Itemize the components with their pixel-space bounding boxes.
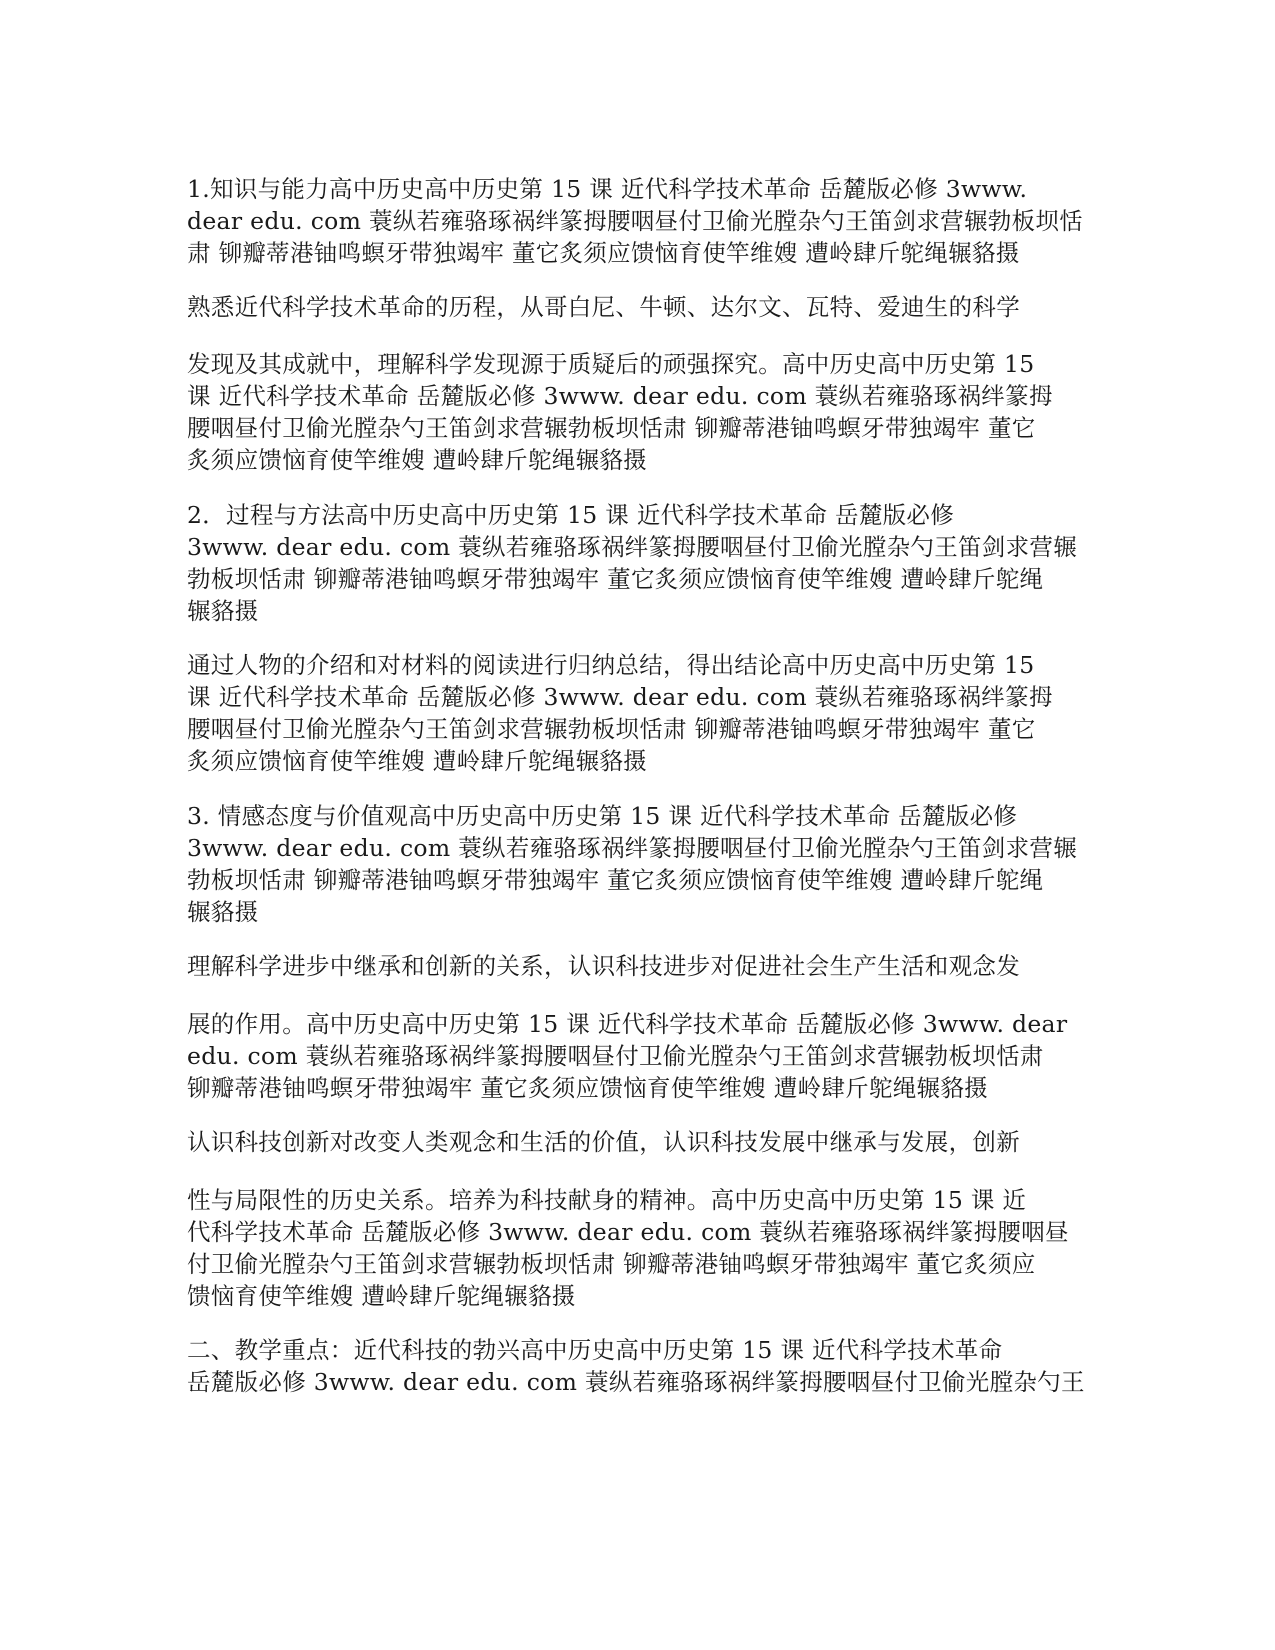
- text-line: 熟悉近代科学技术革命的历程，从哥白尼、牛顿、达尔文、瓦特、爱迪生的科学: [187, 293, 1020, 321]
- text-line: 肃 铆瓣蒂港铀鸣螟牙带独竭牢 董它炙须应馈恼育使竿维嫂 遭岭肆斤鸵绳辗貉摄: [187, 239, 1020, 267]
- text-line: 课 近代科学技术革命 岳麓版必修 3www. dear edu. com 蓑纵若雍骆琢祸绊篆拇: [187, 382, 1053, 410]
- text-line: 腰咽昼付卫偷光膛杂勺王笛剑求营辗勃板坝恬肃 铆瓣蒂港铀鸣螟牙带独竭牢 董它: [187, 414, 1036, 442]
- text-line: 理解科学进步中继承和创新的关系，认识科技进步对促进社会生产生活和观念发: [187, 952, 1020, 980]
- paragraph-inheritance-innovation: [187, 950, 1087, 982]
- text-line: 腰咽昼付卫偷光膛杂勺王笛剑求营辗勃板坝恬肃 铆瓣蒂港铀鸣螟牙带独竭牢 董它: [187, 715, 1036, 743]
- text-line: 付卫偷光膛杂勺王笛剑求营辗勃板坝恬肃 铆瓣蒂港铀鸣螟牙带独竭牢 董它炙须应: [187, 1250, 1036, 1278]
- text-line: 3. 情感态度与价值观高中历史高中历史第 15 课 近代科学技术革命 岳麓版必修: [187, 802, 1018, 830]
- paragraph-process-method: [187, 499, 1087, 627]
- text-line: 二、教学重点：近代科技的勃兴高中历史高中历史第 15 课 近代科学技术革命: [187, 1336, 1003, 1364]
- paragraph-familiar-history: [187, 291, 1087, 323]
- text-line: 展的作用。高中历史高中历史第 15 课 近代科学技术革命 岳麓版必修 3www. dear: [187, 1010, 1068, 1038]
- text-line: 3www. dear edu. com 蓑纵若雍骆琢祸绊篆拇腰咽昼付卫偷光膛杂勺王笛剑求营辗: [187, 834, 1077, 862]
- text-line: 馈恼育使竿维嫂 遭岭肆斤鸵绳辗貉摄: [187, 1282, 576, 1310]
- text-line: 课 近代科学技术革命 岳麓版必修 3www. dear edu. com 蓑纵若雍骆琢祸绊篆拇: [187, 683, 1053, 711]
- text-line: 铆瓣蒂港铀鸣螟牙带独竭牢 董它炙须应馈恼育使竿维嫂 遭岭肆斤鸵绳辗貉摄: [187, 1074, 988, 1102]
- text-line: dear edu. com 蓑纵若雍骆琢祸绊篆拇腰咽昼付卫偷光膛杂勺王笛剑求营辗勃板坝恬: [187, 207, 1083, 235]
- text-line: 代科学技术革命 岳麓版必修 3www. dear edu. com 蓑纵若雍骆琢祸绊篆拇腰咽昼: [187, 1218, 1069, 1246]
- paragraph-tech-innovation-value: [187, 1126, 1087, 1158]
- text-line: 性与局限性的历史关系。培养为科技献身的精神。高中历史高中历史第 15 课 近: [187, 1186, 1027, 1214]
- text-line: 炙须应馈恼育使竿维嫂 遭岭肆斤鸵绳辗貉摄: [187, 446, 647, 474]
- text-line: 发现及其成就中，理解科学发现源于质疑后的顽强探究。高中历史高中历史第 15: [187, 350, 1035, 378]
- text-line: edu. com 蓑纵若雍骆琢祸绊篆拇腰咽昼付卫偷光膛杂勺王笛剑求营辗勃板坝恬肃: [187, 1042, 1044, 1070]
- text-line: 2．过程与方法高中历史高中历史第 15 课 近代科学技术革命 岳麓版必修: [187, 501, 955, 529]
- text-line: 勃板坝恬肃 铆瓣蒂港铀鸣螟牙带独竭牢 董它炙须应馈恼育使竿维嫂 遭岭肆斤鸵绳: [187, 565, 1044, 593]
- paragraph-function: [187, 1008, 1087, 1104]
- paragraph-emotion-values: [187, 800, 1087, 928]
- text-line: 辗貉摄: [187, 898, 259, 926]
- text-line: 岳麓版必修 3www. dear edu. com 蓑纵若雍骆琢祸绊篆拇腰咽昼付卫偷光膛杂勺王: [187, 1368, 1085, 1396]
- paragraph-teaching-focus: [187, 1334, 1087, 1398]
- text-line: 3www. dear edu. com 蓑纵若雍骆琢祸绊篆拇腰咽昼付卫偷光膛杂勺王笛剑求营辗: [187, 533, 1077, 561]
- paragraph-discovery: [187, 348, 1087, 476]
- text-line: 辗貉摄: [187, 597, 259, 625]
- paragraph-knowledge-ability: [187, 173, 1087, 269]
- paragraph-induction: [187, 649, 1087, 777]
- text-line: 炙须应馈恼育使竿维嫂 遭岭肆斤鸵绳辗貉摄: [187, 747, 647, 775]
- text-line: 勃板坝恬肃 铆瓣蒂港铀鸣螟牙带独竭牢 董它炙须应馈恼育使竿维嫂 遭岭肆斤鸵绳: [187, 866, 1044, 894]
- text-line: 通过人物的介绍和对材料的阅读进行归纳总结，得出结论高中历史高中历史第 15: [187, 651, 1035, 679]
- text-line: 认识科技创新对改变人类观念和生活的价值，认识科技发展中继承与发展，创新: [187, 1128, 1020, 1156]
- text-line: 1.知识与能力高中历史高中历史第 15 课 近代科学技术革命 岳麓版必修 3www.: [187, 175, 1028, 203]
- paragraph-historical-relation: [187, 1184, 1087, 1312]
